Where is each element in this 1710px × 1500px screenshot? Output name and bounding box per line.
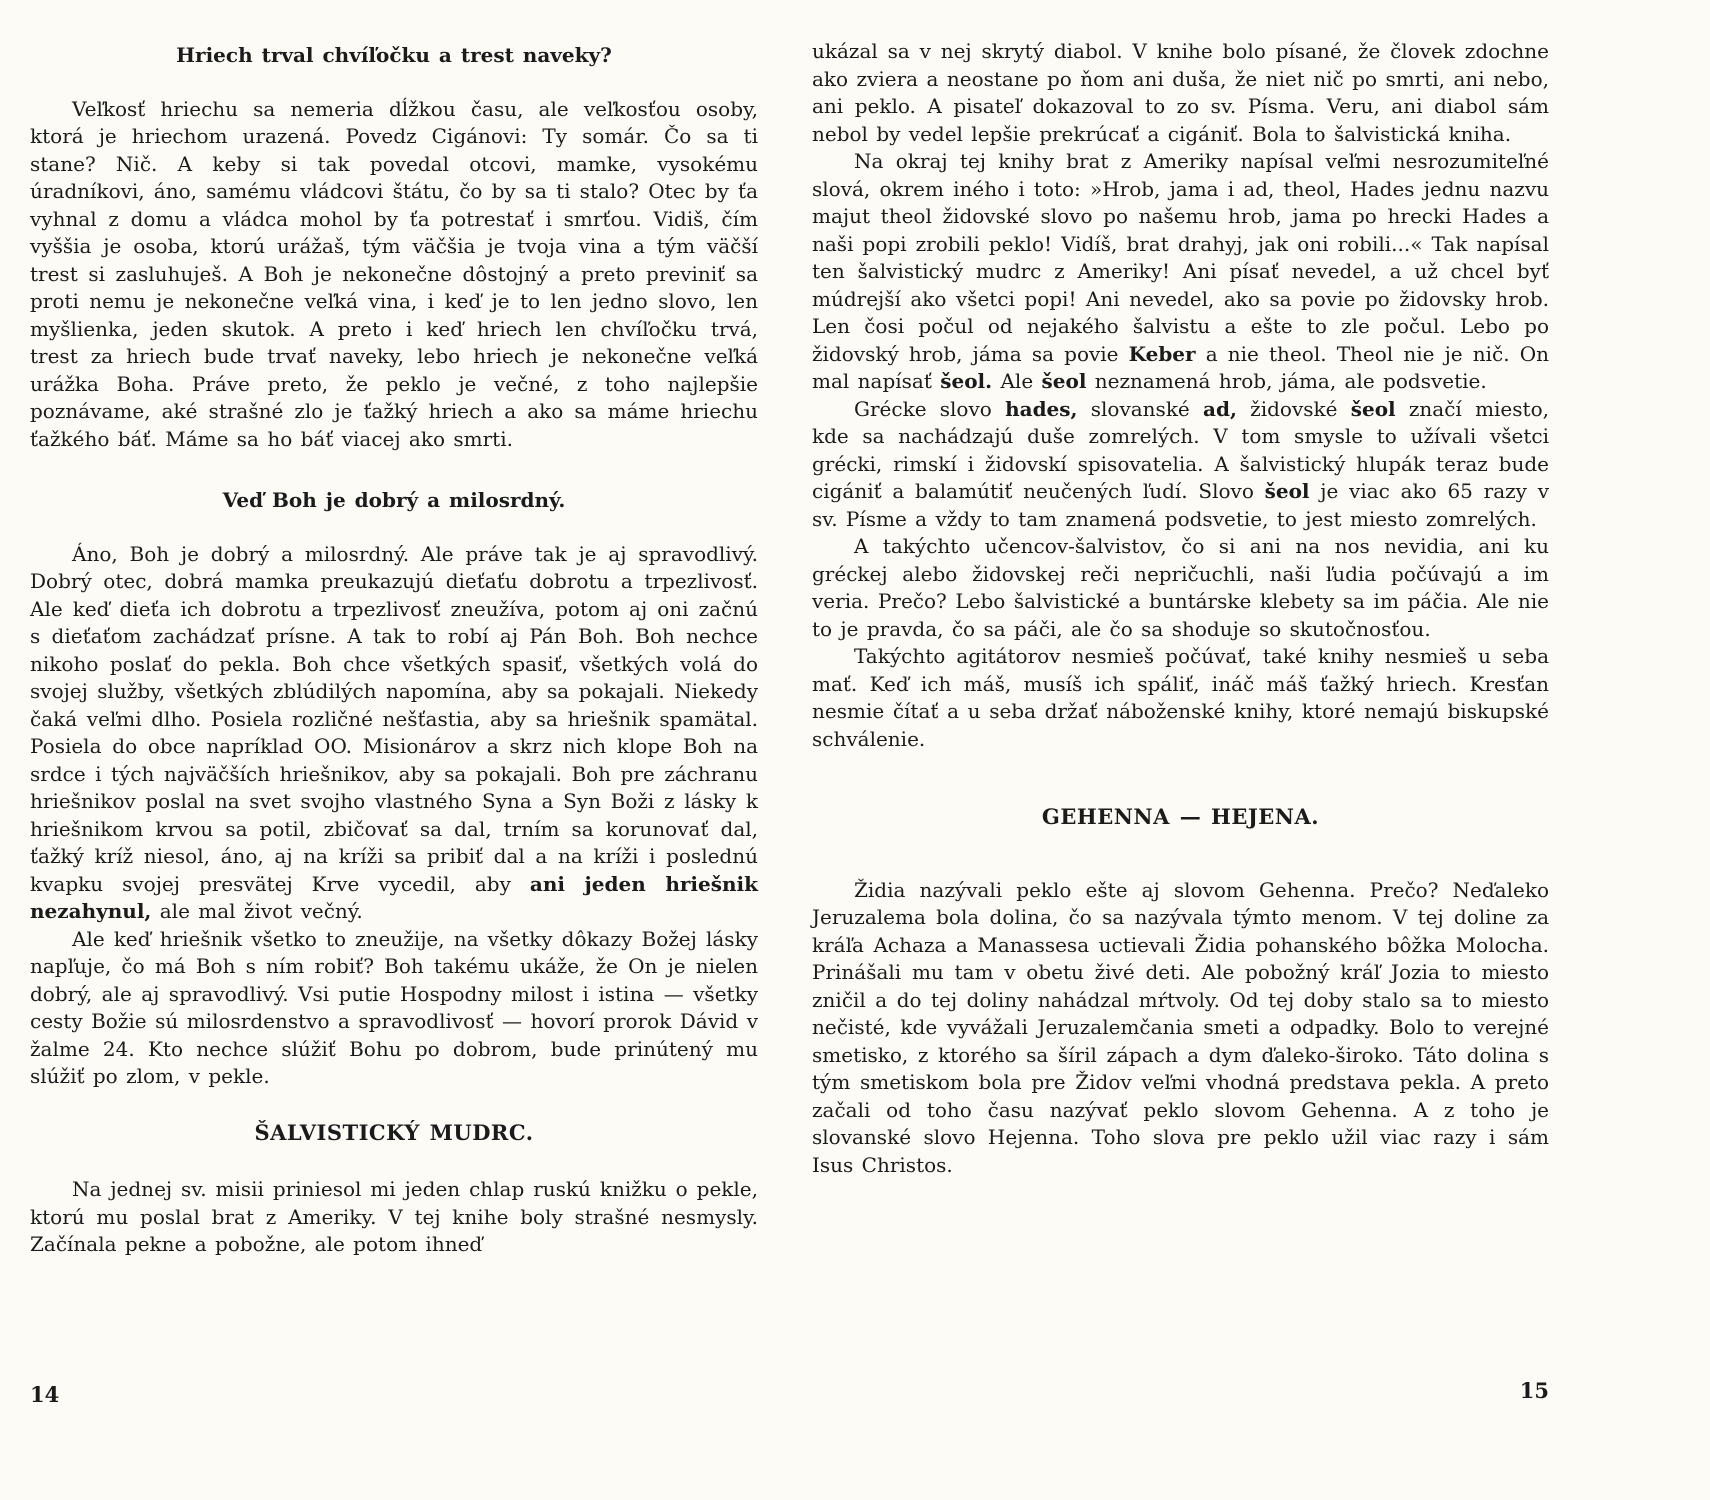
page-number-right: 15 xyxy=(1519,1378,1549,1403)
paragraph: A takýchto učencov-šalvistov, čo si ani na nos nevidia, ani ku gréckej alebo židovskej reči nepričuchli, naši ľudia počúvajú a im veria. Prečo? Lebo šalvistické a buntárske klebety sa im páčia. Ale nie to je pravda, čo sa páči, ale čo sa shoduje so skutočnosťou. xyxy=(812,534,1549,641)
paragraph: ukázal sa v nej skrytý diabol. V knihe bolo písané, že človek zdochne ako zviera a neostane po ňom ani duša, že niet nič po smrti, ani nebo, ani peklo. A pisateľ dokazoval to zo sv. Písma. Veru, ani diabol sám nebol by vedel lepšie prekrúcať a cigániť. Bola to šalvistická kniha. xyxy=(812,39,1549,146)
section-heading-salvistic-sage: ŠALVISTICKÝ MUDRC. xyxy=(254,1119,534,1145)
left-page xyxy=(30,38,758,1259)
page-number-left: 14 xyxy=(30,1382,60,1407)
paragraph: Ale keď hriešnik všetko to zneužije, na všetky dôkazy Božej lásky napľuje, čo má Boh s ním robiť? Boh takému ukáže, že On je nielen dobrý, ale aj spravodlivý. Vsi putie Hospodny milost i istina — všetky cesty Božie sú milosrdenstvo a spravodlivosť — hovorí prorok Dávid v žalme 24. Kto nechce slúžiť Bohu po dobrom, bude prinútený mu slúžiť po zlom, v pekle. xyxy=(30,926,758,1088)
paragraph: Veľkosť hriechu sa nemeria dĺžkou času, ale veľkosťou osoby, ktorá je hriechom urazená. Povedz Cigánovi: Ty somár. Čo sa ti stane? Nič. A keby si tak povedal otcovi, mamke, vysokému úradníkovi, áno, samému vládcovi štátu, čo by sa ti stalo? Otec by ťa vyhnal z domu a vládca mohol by ťa potrestať i smrťou. Vidiš, čím vyššia je osoba, ktorú urážaš, tým väčšia je tvoja vina a tým väčší trest si zasluhuješ. A Boh je nekonečne dôstojný a preto previniť sa proti nemu je nekonečne veľká vina, i keď je to len jedno slovo, len myšlienka, jeden skutok. A preto i keď hriech len chvíľočku trvá, trest za hriech bude trvať naveky, lebo hriech je nekonečne veľká urážka Boha. Práve preto, že peklo je večné, z toho najlepšie poznávame, aké strašné zlo je ťažký hriech a ako sa máme hriechu ťažkého báť. Máme sa ho báť viacej ako smrti. xyxy=(30,96,758,451)
paragraph: Grécke slovo hades, slovanské ad, židovské šeol značí miesto, kde sa nachádzajú duše zomrelých. V tom smysle to užívali všetci grécki, rimskí i židovskí spisovatelia. A šalvistický hlupák teraz bude cigániť a balamútiť neučených ľudí. Slovo šeol je viac ako 65 razy v sv. Písme a vždy to tam znamená podsvetie, to jest miesto zomrelých. xyxy=(812,396,1550,531)
paragraph: Židia nazývali peklo ešte aj slovom Gehenna. Prečo? Neďaleko Jeruzalema bola dolina, čo sa nazývala týmto menom. V tej doline za kráľa Achaza a Manassesa uctievali Židia pohanského bôžka Molocha. Prinášali mu tam v obetu živé deti. Ale pobožný kráľ Jozia to miesto zničil a do tej doliny nahádzal mŕtvoly. Od tej doby stalo sa to miesto nečisté, kde vyvážali Jeruzalemčania smeti a odpadky. Bolo to verejné smetisko, z ktorého sa šíril zápach a dym ďaleko-široko. Táto dolina s tým smetiskom bola pre Židov veľmi vhodná predstava pekla. A preto začali od toho času nazývať peklo slovom Gehenna. A z toho je slovanské slovo Hejenna. Toho slova pre peklo užil viac razy i sám Isus Christos. xyxy=(812,877,1549,1177)
paragraph: Áno, Boh je dobrý a milosrdný. Ale práve tak je aj spravodlivý. Dobrý otec, dobrá mamka preukazujú dieťaťu dobrotu a trpezlivosť. Ale keď dieťa ich dobrotu a trpezlivosť zneužíva, potom aj oni začnú s dieťaťom zachádzať prísne. A tak to robí aj Pán Boh. Boh nechce nikoho poslať do pekla. Boh chce všetkých spasiť, všetkých volá do svojej služby, všetkých zblúdilých napomína, aby sa pokajali. Niekedy čaká veľmi dlho. Posiela rozličné nešťastia, aby sa hriešnik spamätal. Posiela do obce napríklad OO. Misionárov a skrz nich klope Boh na srdce i tých najväčších hriešnikov, aby sa pokajali. Boh pre záchranu hriešnikov poslal na svet svojho vlastného Syna a Syn Boži z lásky k hriešnikom krvou sa potil, zbičovať sa dal, trním sa korunovať dal, ťažký kríž niesol, áno, aj na kríži sa pribiť dal a na kríži i poslednú kvapku svojej presvätej Krve vycedil, aby ani jeden hriešnik nezahynul, ale mal život večný. xyxy=(30,541,759,923)
right-page xyxy=(812,38,1549,1179)
paragraph: Na okraj tej knihy brat z Ameriky napísal veľmi nesrozumiteľné slová, okrem iného i toto: »Hrob, jama i ad, theol, Hades jednu nazvu majut theol židovské slovo po našemu hrob, jama po hrecki Hades a naši popi zrobili peklo! Vidíš, brat drahyj, jak oni robili...« Tak napísal ten šalvistický mudrc z Ameriky! Ani písať nevedel, a už chcel byť múdrejší ako všetci popi! Ani nevedel, ako sa povie po židovsky hrob. Len čosi počul od nejakého šalvistu a ešte to zle počul. Lebo po židovský hrob, jáma sa povie Keber a nie theol. Theol nie je nič. On mal napísať šeol. Ale šeol neznamená hrob, jáma, ale podsvetie. xyxy=(812,149,1550,393)
section-heading-sin-lasted-a-moment: Hriech trval chvíľočku a trest naveky? xyxy=(176,43,612,67)
section-heading-gehenna-hejena: GEHENNA — HEJENA. xyxy=(1041,804,1320,829)
paragraph: Takýchto agitátorov nesmieš počúvať, také knihy nesmieš u seba mať. Keď ich máš, musíš ich spáliť, ináč máš ťažký hriech. Kresťan nesmie čítať a u seba držať náboženské knihy, ktoré nemajú biskupské schválenie. xyxy=(812,644,1549,751)
paragraph: Na jednej sv. misii priniesol mi jeden chlap ruskú knižku o pekle, ktorú mu poslal brat z Ameriky. V tej knihe boly strašné nesmysly. Začínala pekne a pobožne, ale potom ihneď xyxy=(30,1177,758,1256)
section-heading-god-is-good: Veď Boh je dobrý a milosrdný. xyxy=(222,488,566,512)
